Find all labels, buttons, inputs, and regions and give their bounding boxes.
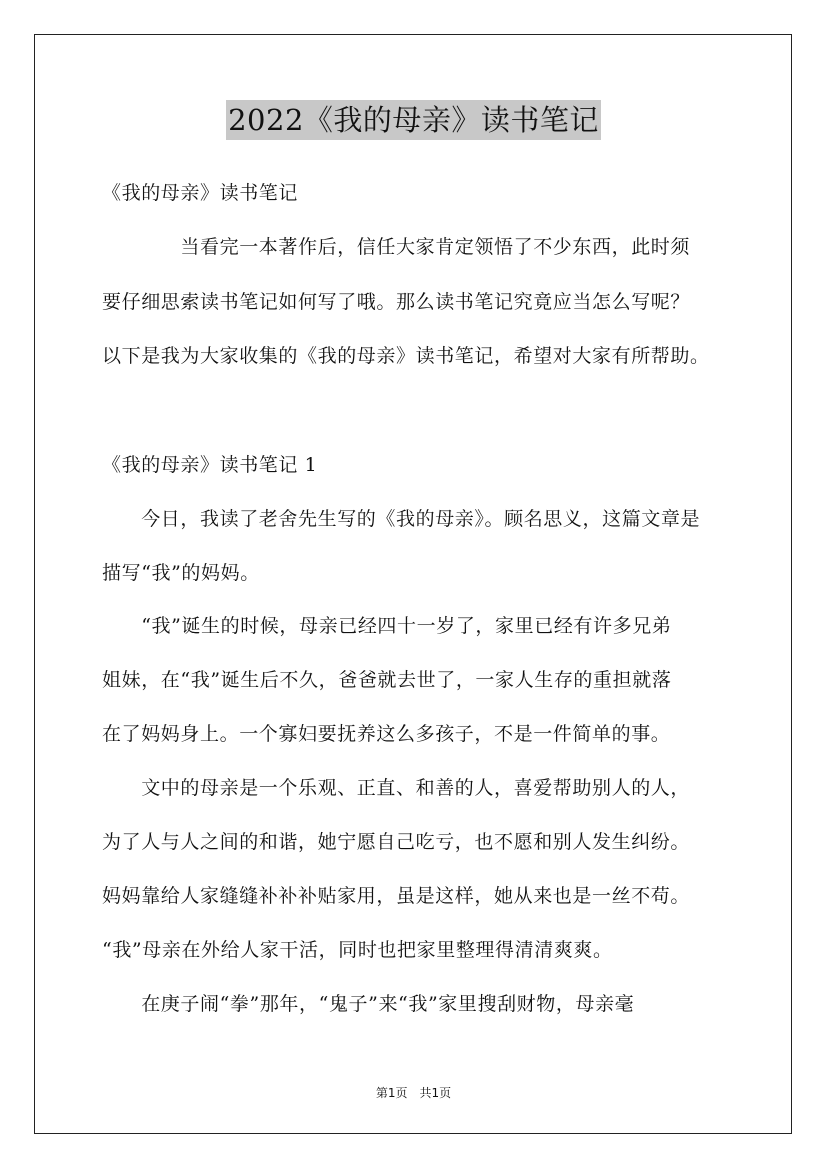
text-line: 文中的母亲是一个乐观、正直、和善的人，喜爱帮助别人的人， [102,777,691,799]
document-title: 2022《我的母亲》读书笔记 [226,100,601,140]
text-line: “我”诞生的时候，母亲已经四十一岁了，家里已经有许多兄弟 [102,615,672,637]
text-line: 为了人与人之间的和谐，她宁愿自己吃亏，也不愿和别人发生纠纷。 [102,831,691,853]
text-line: 在了妈妈身上。一个寡妇要抚养这么多孩子，不是一件简单的事。 [102,723,671,745]
page-footer: 第1页 共1页 [375,1086,452,1100]
text-line: 在庚子闹“拳”那年，“鬼子”来“我”家里搜刮财物，母亲毫 [102,993,635,1015]
section-heading: 《我的母亲》读书笔记 1 [102,454,318,476]
text-line: 今日，我读了老舍先生写的《我的母亲》。顾名思义，这篇文章是 [102,508,701,530]
text-line: 描写“我”的妈妈。 [102,562,260,584]
text-line: 以下是我为大家收集的《我的母亲》读书笔记，希望对大家有所帮助。 [102,345,710,367]
text-line: 要仔细思索读书笔记如何写了哦。那么读书笔记究竟应当怎么写呢？ [102,291,691,313]
text-line: 当看完一本著作后，信任大家肯定领悟了不少东西，此时须 [102,236,691,258]
title-wrap [0,100,827,140]
text-line: “我”母亲在外给人家干活，同时也把家里整理得清清爽爽。 [102,939,613,961]
text-line: 姐妹，在“我”诞生后不久，爸爸就去世了，一家人生存的重担就落 [102,669,672,691]
text-line: 妈妈靠给人家缝缝补补补贴家用，虽是这样，她从来也是一丝不苟。 [102,885,691,907]
text-line-subtitle: 《我的母亲》读书笔记 [102,182,299,204]
